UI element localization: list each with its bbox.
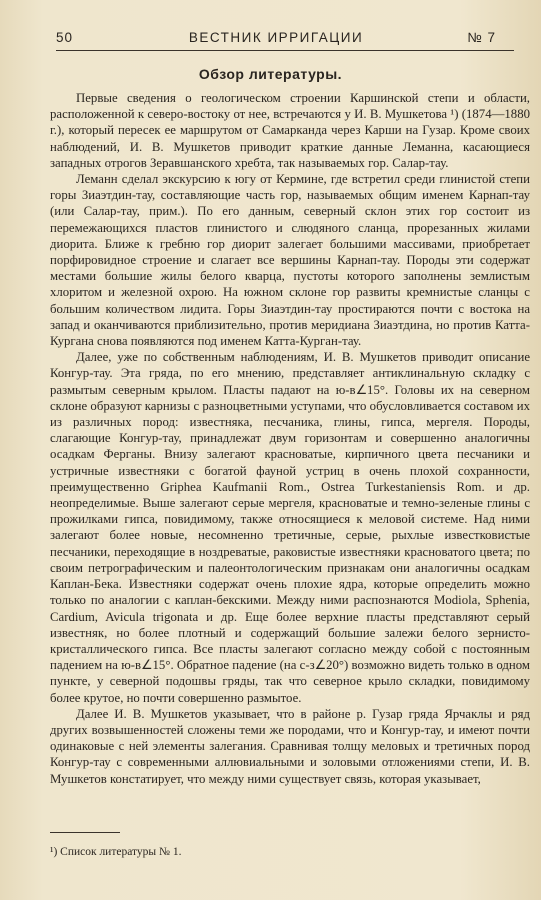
paragraph: Далее, уже по собственным наблюдениям, И. В. Мушкетов приводит описание Конгур-тау. Эта гряда, по его мнению, представляет антиклинальную складку с размытым северным крылом. Пласты падают на ю-в∠15°. Головы их на северном склоне образуют карнизы с разноцветными уступами, что обусловливается составом их из различных пород: известняка, песчаника, глины, гипса, мергеля. Породы, слагающие Конгур-тау, принадлежат двум горизонтам и совершенно аналогичны осадкам Ферганы. Внизу залегают красноватые, кирпичного цвета песчаники и устричные известняки с богатой фауной устриц в очень плохой сохранности, преимущественно Griphea Kaufmanii Rom., Ostrea Turkestaniensis Rom. и др. неопределимые. Выше залегают серые мергеля, красноватые и темно-зеленые глины с прожилками гипса, повидимому, также относящиеся к меловой системе. Над ними залегают более новые, несомненно третичные, серые, рыхлые известковистые песчаники, переходящие в ноздреватые, раковистые известняки красноватого цвета; по своим петрографическим и палеонтологическим признакам они аналогичны осадкам Каплан-Бека. Известняки содержат очень плохие ядра, которые определить можно только по аналогии с каплан-бекскими. Между ними распознаются Modiola, Sphenia, Cardium, Avicula trigonata и др. Еще более верхние пласты представляют серый известняк, но более плотный и содержащий большие залежи белого зернисто-кристаллического гипса. Все пласты залегают согласно между собой с постоянным падением на ю-в∠15°. Обратное падение (на с-з∠20°) возможно видеть только в одном пункте, у северной подошвы гряды, так что северное крыло складки, повидимому более крутое, но почти совершенно размытое. (50, 350, 530, 705)
paragraph: Далее И. В. Мушкетов указывает, что в районе р. Гузар гряда Ярчаклы и ряд других возвышенностей сложены теми же породами, что и Конгур-тау, и имеют почти одинаковые с ней элементы залегания. Сравнивая толщу меловых и третичных пород Конгур-тау с современными аллювиальными и золовыми отложениями степи, И. В. Мушкетов констатирует, что между ними существует связь, которая указывает, (50, 706, 530, 786)
paragraph: Первые сведения о геологическом строении Каршинской степи и области, расположенной к северо-востоку от нее, встречаются у И. В. Мушкетова ¹) (1874—1880 г.), который пересек ее маршрутом от Самарканда через Карши на Гузар. Кроме своих наблюдений, И. В. Мушкетов приводит краткие данные Леманна, касающиеся западных отрогов Зеравшанского хребта, так называемых гор. Салар-тау. (50, 91, 530, 170)
page-number: 50 (56, 30, 74, 45)
paragraph: Леманн сделал экскурсию к югу от Кермине, где встретил среди глинистой степи горы Зиаэтдин-тау, составляющие часть гор, называемых общим именем Карнап-тау (или Салар-тау, прим.). По его данным, северный склон этих гор состоит из перемежающихся пластов глинистого и слюдяного сланца, прорезанных жилами диорита. Ближе к гребню гор диорит залегает большими массивами, приобретает порфировидное строение и слагает все вершины Карнап-тау. Породы эти содержат местами большие жилы белого кварца, пустоты которого заполнены землистым хлоритом и железной охрою. На южном склоне гор развиты кремнистые сланцы с большим количеством лидита. Горы Зиаэтдин-тау простираются почти с востока на запад и оканчиваются приблизительно, против меридиана Зиаэтдина, но против Катта-Кургана снова появляются под именем Катта-Курган-тау. (50, 172, 530, 349)
issue-number: № 7 (467, 30, 496, 45)
header-rule (56, 50, 514, 51)
footnote-rule (50, 832, 120, 833)
footnote: ¹) Список литературы № 1. (50, 846, 182, 858)
section-title: Обзор литературы. (198, 66, 343, 82)
page-header (56, 30, 496, 48)
journal-title: ВЕСТНИК ИРРИГАЦИИ (188, 30, 364, 45)
body-text (50, 90, 530, 787)
